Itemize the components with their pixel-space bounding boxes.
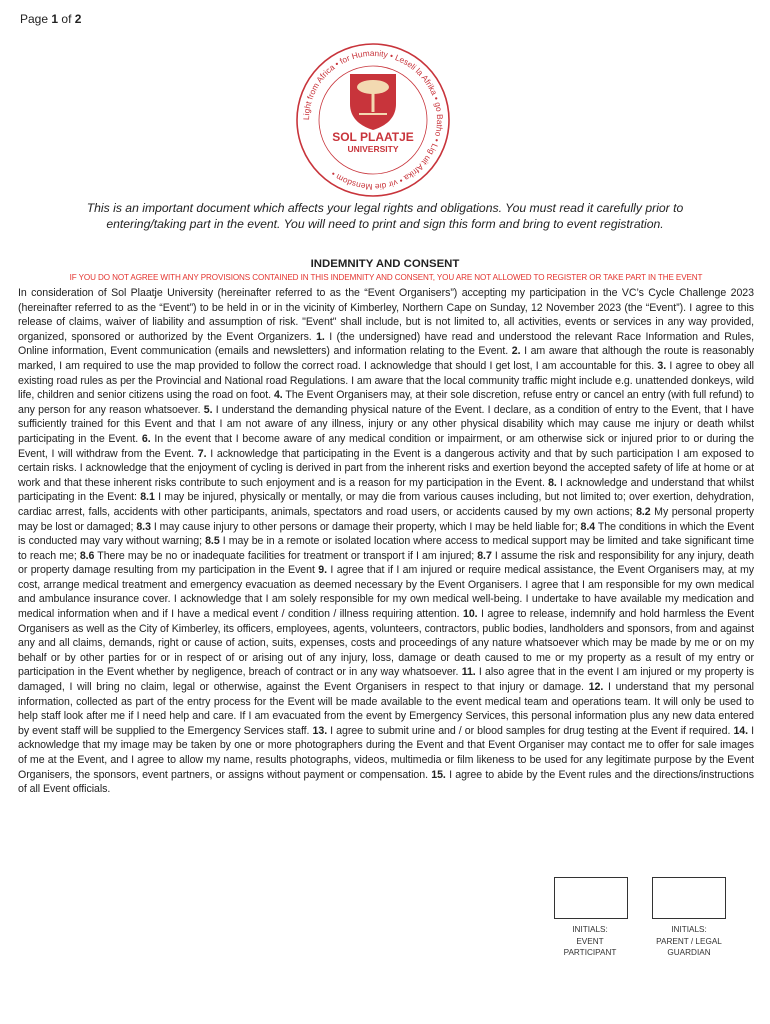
seal-name-line1: SOL PLAATJE — [332, 130, 414, 144]
clause-number: 8.7 — [477, 549, 492, 562]
clause-text: I assume the risk and responsibility for any injury, death or property damage resulting from my participation in the Event — [18, 549, 754, 577]
clause-number: 11. — [461, 666, 476, 679]
clause-text: In consideration of Sol Plaatje University (hereinafter referred to as the “Event Organisers”) accepting my participation in the VC’s Cycle Challenge 2023 (hereinafter referred to as the “Event”) to be held in or in the vicinity of Kimberley, Northern Cape on Sunday, 12 November 2023 (the “Event”). I agree to this release of claims, waiver of liability and assumption of risk. "Event" shall include, but is not limited to, all activities, events or services in any way provided, organized, sponsored or authorized by the Event Organizers. — [18, 287, 754, 343]
clause-text: I acknowledge that my image may be taken by one or more photographers during the Event and that Event Organiser may contact me to offer for sale images of me at the Event, and I agree to allow my name, results photographs, videos, multimedia or film likeness to be used for any legitimate purpose by the Event Organisers, the sponsors, event partners, or assigns without payment or compensation. — [18, 724, 754, 781]
page-number — [20, 12, 81, 26]
clause-number: 8.3 — [136, 520, 151, 533]
clause-number: 13. — [312, 724, 328, 737]
clause-text: I agree to release, indemnify and hold harmless the Event Organisers as well as the City of Kimberley, its officers, employees, agents, volunteers, contractors, public bodies, landholders and sponsors, from and against any and all claims, demands, right or cause of action, suits, expenses, costs and proceedings of any nature whatsoever which may be made by me or on my behalf or by other parties for or in respect of or arising out of any injury, loss, damage or death caused to me or my property as a result of my entry or participation in the Event whether by negligence, breach of contract or in any way whatsoever. — [18, 608, 754, 679]
clause-number: 14. — [733, 724, 749, 737]
clause-number: 8.1 — [140, 491, 155, 504]
clause-text: I (the undersigned) have read and understood the relevant Race Information and Rules, Online information, Event communication (emails and newsletters) and information relating to the Event. — [18, 330, 754, 358]
clause-text: I am aware that although the route is reasonably marked, I am required to use the map provided to follow the correct road. I acknowledge that should I get lost, I am accountable for this. — [18, 345, 754, 372]
clause-number: 8. — [548, 476, 557, 489]
clause-text: I agree to abide by the Event rules and the directions/instructions of all Event officials. — [18, 768, 754, 796]
clause-text: I also agree that in the event I am injured or my property is damaged, I will bring no claim, legal or otherwise, against the Event Organisers in respect to that injury or damage. — [18, 666, 755, 694]
indemnity-body — [18, 286, 754, 797]
seal-ring-text: Light from Africa • for Humanity • Leseli la Afrika • go Batho • Lig uit Afrika • vir die Mensdom • — [300, 47, 446, 193]
clause-number: 10. — [462, 608, 478, 621]
clause-text: I may be injured, physically or mentally, or may die from various causes including, but not limited to; over exertion, dehydration, cardiac arrest, falls, accidents with other participants, animals, spectators and road users, or accidents caused by my own actions; — [18, 491, 754, 518]
clause-number: 1. — [316, 330, 325, 343]
clause-number: 8.6 — [79, 549, 95, 562]
clause-number: 12. — [588, 681, 604, 694]
participant-initials-label: INITIALS: EVENT PARTICIPANT — [563, 925, 617, 957]
clause-number: 6. — [141, 432, 151, 445]
clause-text: My personal property may be lost or damaged; — [18, 505, 754, 533]
clause-number: 9. — [318, 564, 328, 577]
page-number-current: 1 — [51, 12, 59, 26]
page-number-total: 2 — [74, 12, 82, 26]
clause-number: 8.5 — [205, 535, 220, 548]
clause-number: 2. — [511, 345, 521, 358]
sol-plaatje-university-seal — [293, 40, 453, 200]
clause-text: I understand the demanding physical nature of the Event. I declare, as a condition of entry to the Event, that I have sufficiently trained for this Event and that I am not aware of any illness, injury or any other physical disability which may cause me injury or death whilst participating in the Event. — [18, 403, 754, 445]
seal-name-line2: UNIVERSITY — [347, 144, 399, 154]
clause-text: There may be no or inadequate facilities for treatment or transport if I am injured; — [94, 549, 478, 562]
clause-text: I agree to submit urine and / or blood samples for drug testing at the Event if required. — [327, 724, 734, 737]
guardian-initials-box[interactable] — [652, 877, 726, 919]
clause-text: In the event that I become aware of any medical condition or impairment, or am otherwise sick or injured prior to or during the Event, I will withdraw from the Event. — [18, 432, 754, 460]
page-number-sep: of — [61, 12, 72, 26]
clause-number: 8.2 — [636, 505, 651, 518]
intro-line-1: This is an important document which affects your legal rights and obligations. You must read it carefully prior to — [86, 201, 684, 215]
intro-notice — [40, 200, 730, 232]
clause-text: The Event Organisers may, at their sole discretion, refuse entry or cancel an entry (with full refund) to any person for any reason whatsoever. — [18, 389, 754, 416]
guardian-initials-label: INITIALS: PARENT / LEGAL GUARDIAN — [656, 925, 722, 957]
document-title: INDEMNITY AND CONSENT — [310, 258, 460, 270]
clause-text: I agree that if I am injured or require medical assistance, the Event Organisers may, at my cost, arrange medical treatment and emergency evacuation as deemed necessary by the Event Organisers. I agree that I am responsible for my own medical and ambulance insurance cover. I acknowledge that I am solely responsible for my own medical well-being. I undertake to have available my medication and medical information when and if I have a medical event / condition / illness requiring attention. — [18, 564, 754, 621]
participant-initials-box[interactable] — [554, 877, 628, 919]
warning-notice: IF YOU DO NOT AGREE WITH ANY PROVISIONS CONTAINED IN THIS INDEMNITY AND CONSENT, YOU ARE NOT ALLOWED TO REGISTER OR TAKE PART IN THE EVENT — [69, 273, 703, 282]
clause-number: 3. — [657, 359, 667, 372]
clause-text: The conditions in which the Event is conducted may vary without warning; — [18, 520, 754, 548]
clause-number: 5. — [203, 403, 213, 416]
clause-text: I may cause injury to other persons or damage their property, which I may be held liable for; — [150, 520, 581, 533]
clause-number: 7. — [197, 447, 207, 460]
clause-text: I agree to obey all existing road rules as per the Provincial and National road Regulations. I am aware that the local community traffic might include e.g. unattended donkeys, wild life, children and senior citizens using the road on foot. — [18, 359, 754, 402]
clause-number: 8.4 — [580, 520, 596, 533]
clause-text: I acknowledge and understand that whilst participating in the Event: — [18, 476, 754, 504]
page-number-prefix: Page — [20, 12, 49, 26]
clause-number: 4. — [273, 389, 283, 402]
intro-line-2: entering/taking part in the event. You will need to print and sign this form and bring to event registration. — [106, 217, 664, 231]
clause-text: I understand that my personal information, collected as part of the entry process for the Event will be made available to the event medical team and operations team. It will only be used to help staff look after me if I need help and care. If I am evacuated from the event by Emergency Services, this personal information plus any new data entered by event staff will be supplied to the Emergency Services staff. — [18, 681, 754, 737]
clause-text: I acknowledge that participating in the Event is a dangerous activity and that by such participation I am exposed to certain risks. I acknowledge that the enjoyment of cycling is derived in part from the inherent risks and exertion beyond the accepted safety of life at home or at work and that these inherent risks contribute to such enjoyment and is a reason for my participation in the Event. — [18, 447, 754, 489]
clause-number: 15. — [431, 768, 446, 781]
clause-text: I may be in a remote or isolated location where access to medical support may be limited and take significant time to reach me; — [18, 535, 754, 562]
